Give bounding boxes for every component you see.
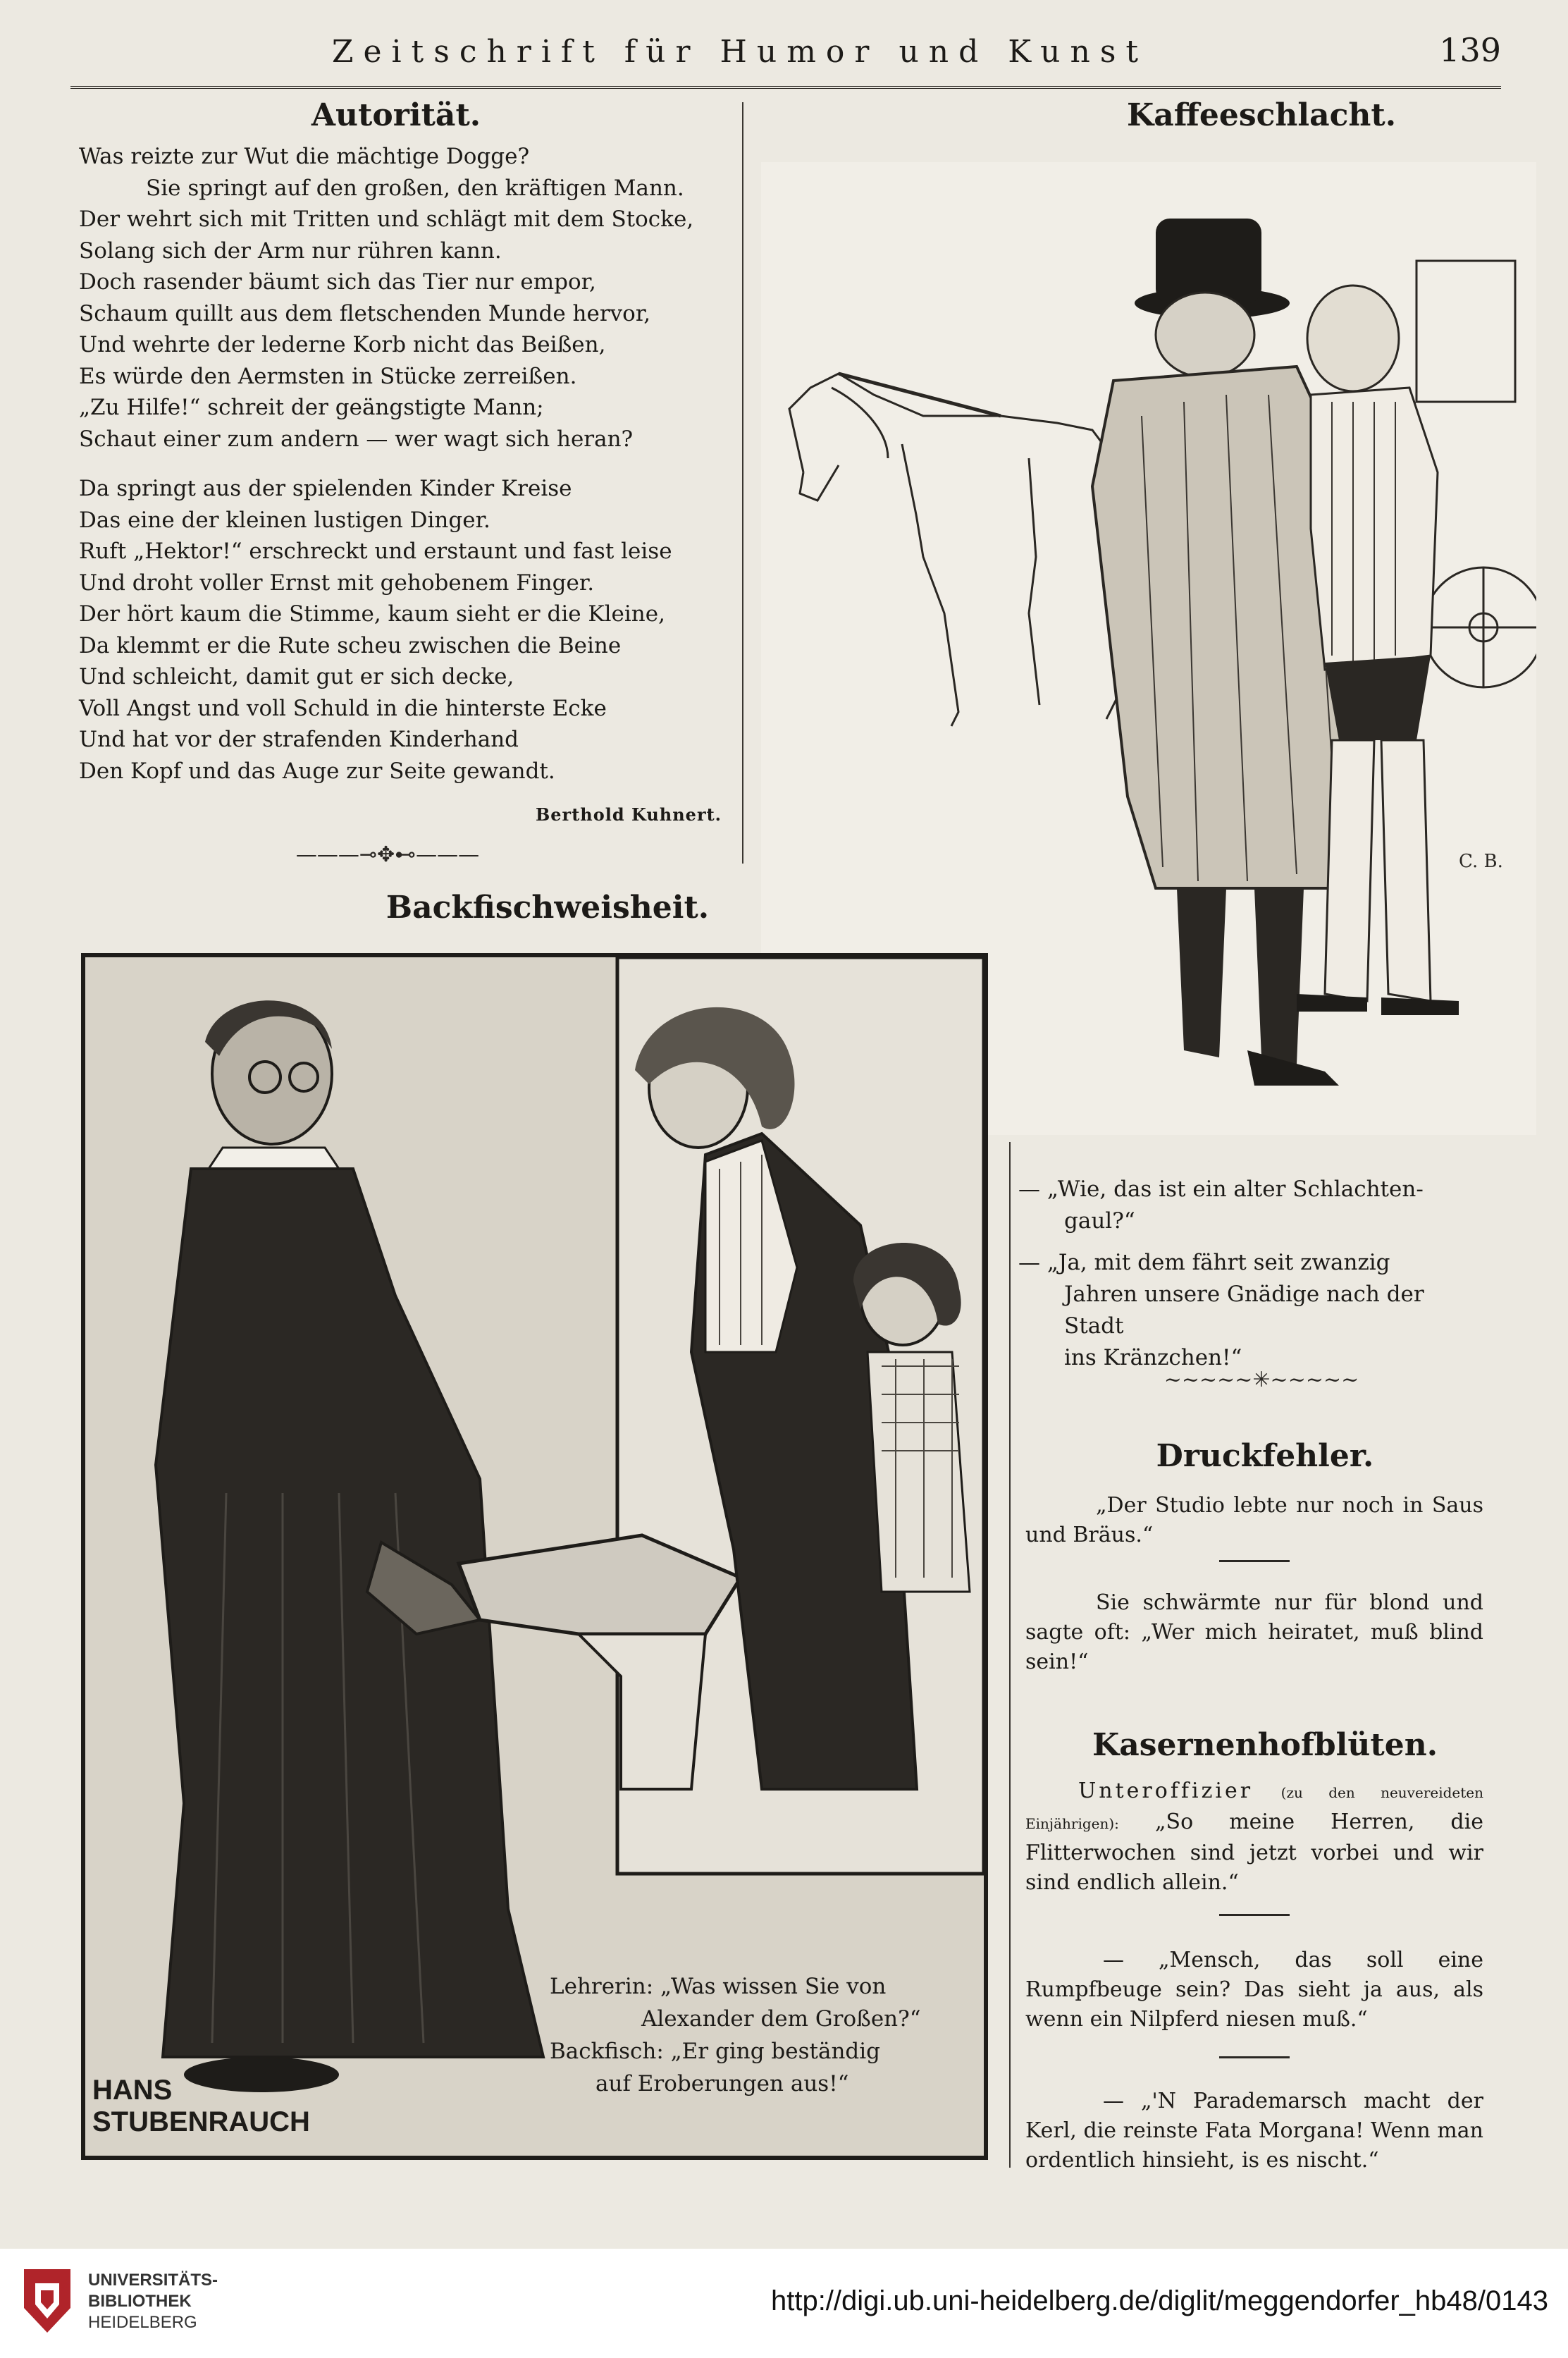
library-name-line-1: UNIVERSITÄTS-: [88, 2271, 218, 2290]
column-rule-right: [1009, 1142, 1011, 2168]
poem-line: Ruft „Hektor!“ erschreckt und erstaunt und fast leise: [79, 539, 672, 564]
library-name: [88, 2270, 218, 2333]
caption-line: Jahren unsere Gnädige nach der Stadt: [1064, 1282, 1424, 1339]
backfisch-title: Backfischweisheit.: [385, 890, 710, 926]
artist-signature-line1: HANS: [92, 2075, 173, 2106]
page-number: 139: [1439, 31, 1501, 69]
kasernen-title: Kasernenhofblüten.: [1092, 1727, 1438, 1763]
kaffee-artist-monogram: C. B.: [1459, 851, 1503, 872]
kaffee-title: Kaffeeschlacht.: [1126, 97, 1397, 133]
kaffee-ornament: ~~~~~✳~~~~~: [1163, 1368, 1359, 1392]
druckfehler-title: Druckfehler.: [1156, 1438, 1374, 1474]
divider: [1219, 1560, 1290, 1562]
poem-line: Der hört kaum die Stimme, kaum sieht er die Kleine,: [79, 601, 665, 627]
caption-line: — „Wie, das ist ein alter Schlachten-: [1018, 1177, 1424, 1202]
poem-line: Solang sich der Arm nur rühren kann.: [79, 238, 502, 264]
library-logo: [17, 2266, 78, 2336]
poem-body: [79, 141, 713, 787]
poem-line: Doch rasender bäumt sich das Tier nur empor,: [79, 269, 596, 295]
poem-line: Was reizte zur Wut die mächtige Dogge?: [79, 144, 530, 169]
poem-line: Und wehrte der lederne Korb nicht das Beißen,: [79, 332, 606, 357]
artist-signature-line2: STUBENRAUCH: [92, 2106, 310, 2137]
poem-ornament: ———⊸✥⊷———: [295, 842, 480, 867]
poem-line: Es würde den Aermsten in Stücke zerreißen.: [79, 363, 577, 389]
poem-line: Und hat vor der strafenden Kinderhand: [79, 727, 519, 752]
poem-stanza-2: [79, 473, 713, 787]
caption-line: auf Eroberungen aus!“: [595, 2071, 849, 2096]
footer-bar: [0, 2249, 1568, 2358]
poem-title: Autorität.: [311, 97, 481, 133]
caption-line: gaul?“: [1064, 1208, 1135, 1234]
poem-line: Den Kopf und das Auge zur Seite gewandt.: [79, 758, 555, 784]
caption-line: Lehrerin: „Was wissen Sie von: [550, 1974, 887, 1999]
poem-line: Das eine der kleinen lustigen Dinger.: [79, 507, 490, 533]
kaffee-caption: [1018, 1174, 1483, 1374]
divider: [1219, 2056, 1290, 2058]
column-rule-top: [742, 102, 743, 864]
druckfehler-item-1: „Der Studio lebte nur noch in Saus und Bräus.“: [1025, 1493, 1483, 1547]
poem-line: Der wehrt sich mit Tritten und schlägt mit dem Stocke,: [79, 207, 694, 232]
poem-line: Da springt aus der spielenden Kinder Kreise: [79, 476, 572, 501]
poem-line: Voll Angst und voll Schuld in die hinterste Ecke: [79, 695, 607, 721]
druckfehler-item-2: Sie schwärmte nur für blond und sagte oft: „Wer mich heiratet, muß blind sein!“: [1025, 1590, 1483, 1674]
poem-line: Da klemmt er die Rute scheu zwischen die Beine: [79, 632, 622, 658]
kasernen-quote: „So meine Herren, die Flitterwochen sind jetzt vorbei und wir sind endlich allein.“: [1025, 1810, 1483, 1895]
poem-author: Berthold Kuhnert.: [536, 804, 722, 825]
caption-line: — „Ja, mit dem fährt seit zwanzig: [1018, 1250, 1390, 1275]
kasernen-item-2: — „Mensch, das soll eine Rumpfbeuge sein? Das sieht ja aus, als wenn ein Nilpferd niesen muß.“: [1025, 1948, 1483, 2032]
caption-line: Alexander dem Großen?“: [641, 2006, 921, 2032]
kasernen-note: (zu den neuvereideten Einjährigen):: [1025, 1784, 1483, 1832]
poem-line: Schaum quillt aus dem fletschenden Munde hervor,: [79, 300, 651, 326]
poem-line: „Zu Hilfe!“ schreit der geängstigte Mann;: [79, 395, 544, 420]
library-name-line-3: HEIDELBERG: [88, 2313, 197, 2332]
backfisch-caption: [550, 1970, 944, 2100]
journal-title: Zeitschrift für Humor und Kunst: [331, 34, 1149, 70]
kasernen-item-3: — „'N Parademarsch macht der Kerl, die reinste Fata Morgana! Wenn man ordentlich hinsieht, is es nischt.“: [1025, 2089, 1483, 2173]
source-url-link[interactable]: http://digi.ub.uni-heidelberg.de/diglit/meggendorfer_hb48/0143: [770, 2285, 1548, 2316]
poem-line: Und droht voller Ernst mit gehobenem Finger.: [79, 570, 595, 596]
poem-line: Und schleicht, damit gut er sich decke,: [79, 664, 514, 689]
running-header: [70, 30, 1501, 89]
poem-line: Schaut einer zum andern — wer wagt sich heran?: [79, 426, 634, 452]
caption-line: Backfisch: „Er ging beständig: [550, 2039, 881, 2064]
poem-stanza-1: [79, 141, 713, 455]
kasernen-speaker: Unteroffizier: [1078, 1779, 1254, 1803]
poem-line: Sie springt auf den großen, den kräftigen Mann.: [146, 175, 684, 201]
library-seal-icon: [17, 2266, 78, 2336]
divider: [1219, 1914, 1290, 1916]
caption-line: ins Kränzchen!“: [1064, 1345, 1242, 1370]
library-name-line-2: BIBLIOTHEK: [88, 2292, 192, 2311]
kasernen-item-1: [1025, 1776, 1483, 1898]
